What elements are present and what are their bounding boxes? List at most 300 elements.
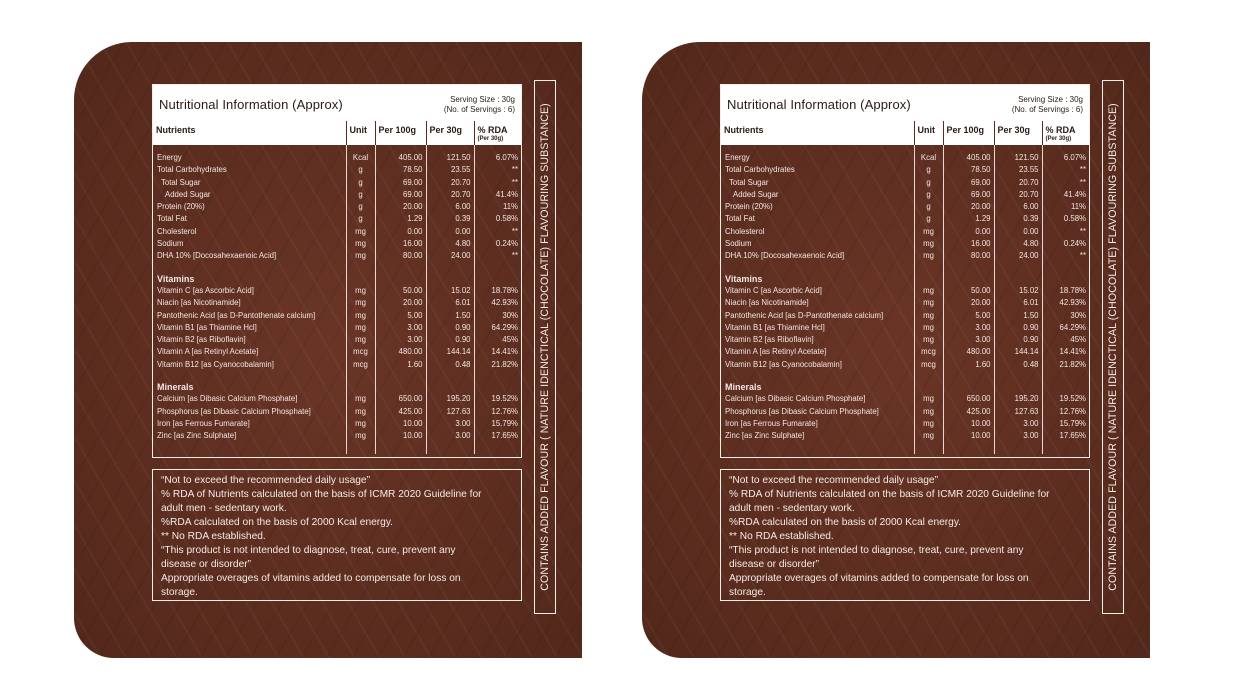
nutrient-unit: g	[914, 189, 943, 201]
empty-cell	[153, 263, 346, 273]
value-per-30g: 3.00	[994, 430, 1042, 454]
value-rda: **	[474, 164, 521, 176]
value-per-100g: 78.50	[943, 164, 994, 176]
serving-size: Serving Size : 30g	[450, 95, 515, 104]
value-rda: **	[474, 250, 521, 262]
value-per-30g: 23.55	[426, 164, 474, 176]
nutrient-unit: mg	[914, 226, 943, 238]
disclaimer-line: adult men - sedentary work.	[161, 503, 287, 514]
value-per-30g: 195.20	[426, 393, 474, 405]
value-rda: 11%	[474, 201, 521, 213]
table-row	[153, 406, 521, 418]
value-per-30g: 20.70	[994, 189, 1042, 201]
disclaimer-line: “This product is not intended to diagnose, treat, cure, prevent any	[729, 545, 1024, 556]
value-per-30g: 6.01	[426, 297, 474, 309]
nutrient-name: Vitamin C [as Ascorbic Acid]	[157, 285, 254, 295]
nutrient-name: Iron [as Ferrous Fumarate]	[157, 418, 250, 428]
header-rda	[1042, 121, 1089, 145]
value-rda: 64.29%	[474, 322, 521, 334]
nutrient-unit: mg	[914, 297, 943, 309]
disclaimer-line: storage.	[161, 587, 198, 598]
value-per-30g: 121.50	[994, 145, 1042, 164]
nutrient-name: Cholesterol	[725, 226, 765, 236]
table-row	[721, 201, 1089, 213]
header-rda-label: % RDA	[477, 125, 508, 135]
value-per-100g: 69.00	[943, 177, 994, 189]
value-rda: 18.78%	[1042, 285, 1089, 297]
disclaimer-line: % RDA of Nutrients calculated on the basis of ICMR 2020 Guideline for	[729, 489, 1050, 500]
value-per-100g: 480.00	[943, 346, 994, 358]
nutrient-name: Vitamin B12 [as Cyanocobalamin]	[725, 359, 842, 369]
header-rda-label: % RDA	[1045, 125, 1076, 135]
value-per-30g: 127.63	[994, 406, 1042, 418]
table-row	[153, 164, 521, 176]
nutrient-unit: mg	[914, 250, 943, 262]
empty-cell	[375, 263, 426, 273]
value-rda: 0.24%	[474, 238, 521, 250]
empty-cell	[914, 371, 943, 381]
value-per-100g: 3.00	[375, 322, 426, 334]
table-row	[721, 285, 1089, 297]
nutrient-unit: mg	[346, 226, 375, 238]
nutrient-name: Total Fat	[725, 214, 755, 224]
value-rda: **	[1042, 250, 1089, 262]
value-per-100g: 5.00	[375, 310, 426, 322]
nutrient-unit: g	[914, 201, 943, 213]
table-row	[721, 346, 1089, 358]
value-per-100g: 50.00	[375, 285, 426, 297]
header-rda-sub: (Per 30g)	[1045, 136, 1072, 143]
nutrient-unit: mg	[346, 285, 375, 297]
value-per-100g: 1.29	[943, 213, 994, 225]
nutrient-unit: mg	[914, 238, 943, 250]
nutrition-info-header	[153, 85, 521, 121]
nutrient-unit: mg	[346, 322, 375, 334]
empty-cell	[994, 371, 1042, 381]
empty-cell	[914, 381, 943, 393]
nutrition-label-panel-left	[74, 42, 582, 658]
value-per-100g: 10.00	[943, 418, 994, 430]
table-row	[721, 250, 1089, 262]
value-per-100g: 50.00	[943, 285, 994, 297]
value-per-30g: 0.39	[994, 213, 1042, 225]
value-per-100g: 5.00	[943, 310, 994, 322]
value-rda: 21.82%	[474, 359, 521, 371]
table-row	[721, 145, 1089, 164]
nutrient-unit: mg	[914, 310, 943, 322]
value-per-30g: 0.90	[994, 334, 1042, 346]
nutrient-unit: g	[346, 164, 375, 176]
empty-cell	[426, 371, 474, 381]
nutrient-unit: Kcal	[346, 145, 375, 164]
nutrient-name: Pantothenic Acid [as D-Pantothenate calcium]	[157, 310, 316, 320]
nutrient-unit: mg	[346, 297, 375, 309]
empty-cell	[346, 381, 375, 393]
table-row	[153, 346, 521, 358]
nutrient-name: Sodium	[157, 239, 184, 249]
disclaimer-line: %RDA calculated on the basis of 2000 Kcal energy.	[729, 517, 961, 528]
value-per-100g: 0.00	[943, 226, 994, 238]
nutrient-name: Niacin [as Nicotinamide]	[157, 298, 241, 308]
value-per-100g: 1.29	[375, 213, 426, 225]
table-row	[153, 322, 521, 334]
value-rda: 14.41%	[474, 346, 521, 358]
header-unit: Unit	[346, 121, 375, 145]
empty-cell	[426, 263, 474, 273]
empty-cell	[943, 263, 994, 273]
value-rda: **	[1042, 177, 1089, 189]
nutrition-info-header	[721, 85, 1089, 121]
empty-cell	[375, 273, 426, 285]
flavour-statement: CONTAINS ADDED FLAVOUR ( NATURE IDENCTICAL (CHOCOLATE) FLAVOURING SUBSTANCE)	[539, 103, 551, 591]
empty-cell	[346, 263, 375, 273]
value-per-30g: 6.00	[994, 201, 1042, 213]
value-rda: 14.41%	[1042, 346, 1089, 358]
servings-count: (No. of Servings : 6)	[1011, 105, 1083, 114]
value-per-30g: 24.00	[426, 250, 474, 262]
empty-cell	[1042, 263, 1089, 273]
value-per-30g: 0.90	[426, 334, 474, 346]
value-per-100g: 20.00	[375, 201, 426, 213]
disclaimer-notes	[720, 469, 1090, 601]
nutrient-name: Protein (20%)	[725, 202, 773, 212]
table-row	[721, 418, 1089, 430]
empty-cell	[994, 381, 1042, 393]
value-per-30g: 195.20	[994, 393, 1042, 405]
empty-cell	[346, 371, 375, 381]
value-per-100g: 10.00	[943, 430, 994, 454]
value-per-100g: 650.00	[375, 393, 426, 405]
nutrient-unit: mg	[346, 393, 375, 405]
empty-cell	[426, 381, 474, 393]
value-per-100g: 69.00	[375, 189, 426, 201]
serving-info	[1012, 95, 1083, 115]
nutrient-name: Cholesterol	[157, 226, 197, 236]
value-rda: **	[474, 177, 521, 189]
nutrient-name: Niacin [as Nicotinamide]	[725, 298, 809, 308]
value-per-30g: 4.80	[426, 238, 474, 250]
nutrient-name: Calcium [as Dibasic Calcium Phosphate]	[157, 394, 298, 404]
table-row	[721, 177, 1089, 189]
table-row	[721, 359, 1089, 371]
nutrient-unit: mg	[346, 334, 375, 346]
table-row	[153, 285, 521, 297]
flavour-statement-box	[534, 80, 556, 614]
empty-cell	[943, 371, 994, 381]
nutrient-name: DHA 10% [Docosahexaenoic Acid]	[725, 251, 845, 261]
value-rda: **	[1042, 226, 1089, 238]
table-row	[721, 406, 1089, 418]
value-per-30g: 144.14	[426, 346, 474, 358]
table-body	[721, 145, 1089, 454]
value-per-30g: 20.70	[994, 177, 1042, 189]
value-per-30g: 0.90	[994, 322, 1042, 334]
empty-cell	[474, 263, 521, 273]
empty-cell	[474, 273, 521, 285]
nutrient-name: Protein (20%)	[157, 202, 205, 212]
spacer-row	[153, 263, 521, 273]
value-per-100g: 16.00	[943, 238, 994, 250]
nutrient-name: Vitamin A [as Retinyl Acetate]	[157, 347, 259, 357]
nutrient-name: Total Carbohydrates	[157, 165, 227, 175]
value-per-30g: 127.63	[426, 406, 474, 418]
nutrient-name: Total Carbohydrates	[725, 165, 795, 175]
value-per-30g: 23.55	[994, 164, 1042, 176]
value-rda: 6.07%	[1042, 145, 1089, 164]
table-row	[721, 189, 1089, 201]
disclaimer-line: Appropriate overages of vitamins added to compensate for loss on	[729, 573, 1029, 584]
value-rda: 15.79%	[474, 418, 521, 430]
value-per-100g: 3.00	[943, 322, 994, 334]
nutrient-name: Vitamin C [as Ascorbic Acid]	[725, 285, 822, 295]
empty-cell	[994, 263, 1042, 273]
table-row	[153, 297, 521, 309]
nutrient-unit: g	[346, 189, 375, 201]
value-per-30g: 1.50	[426, 310, 474, 322]
section-heading: Vitamins	[157, 273, 195, 284]
empty-cell	[1042, 273, 1089, 285]
nutrient-name: Vitamin B1 [as Thiamine Hcl]	[725, 322, 825, 332]
nutrition-table	[153, 121, 521, 454]
value-rda: 41.4%	[474, 189, 521, 201]
flavour-statement: CONTAINS ADDED FLAVOUR ( NATURE IDENCTICAL (CHOCOLATE) FLAVOURING SUBSTANCE)	[1107, 103, 1119, 591]
nutrition-info-box	[152, 84, 522, 458]
header-per-100g: Per 100g	[943, 121, 994, 145]
disclaimer-line: disease or disorder”	[729, 559, 820, 570]
value-per-100g: 3.00	[375, 334, 426, 346]
table-row	[153, 310, 521, 322]
table-row	[721, 430, 1089, 454]
nutrient-unit: mg	[914, 285, 943, 297]
value-rda: 17.65%	[1042, 430, 1089, 454]
value-per-100g: 1.60	[943, 359, 994, 371]
value-per-30g: 3.00	[426, 430, 474, 454]
table-row	[153, 238, 521, 250]
nutrient-unit: g	[346, 213, 375, 225]
nutrient-unit: mg	[914, 406, 943, 418]
serving-size: Serving Size : 30g	[1018, 95, 1083, 104]
section-heading: Minerals	[157, 382, 194, 393]
value-rda: 11%	[1042, 201, 1089, 213]
nutrient-name: Vitamin B2 [as Riboflavin]	[157, 335, 246, 345]
disclaimer-line: Appropriate overages of vitamins added to compensate for loss on	[161, 573, 461, 584]
value-per-30g: 0.00	[994, 226, 1042, 238]
table-header-row	[153, 121, 521, 145]
nutrient-name: Vitamin B2 [as Riboflavin]	[725, 335, 814, 345]
nutrient-unit: mg	[914, 418, 943, 430]
nutrient-name: Calcium [as Dibasic Calcium Phosphate]	[725, 394, 866, 404]
value-per-30g: 24.00	[994, 250, 1042, 262]
flavour-statement-box	[1102, 80, 1124, 614]
nutrient-unit: mg	[346, 250, 375, 262]
nutrient-name: Vitamin B12 [as Cyanocobalamin]	[157, 359, 274, 369]
table-row	[153, 145, 521, 164]
section-heading-row	[153, 381, 521, 393]
nutrient-unit: mg	[346, 406, 375, 418]
value-rda: 45%	[1042, 334, 1089, 346]
value-per-100g: 80.00	[943, 250, 994, 262]
value-per-100g: 425.00	[943, 406, 994, 418]
value-rda: **	[1042, 164, 1089, 176]
serving-info	[444, 95, 515, 115]
servings-count: (No. of Servings : 6)	[443, 105, 515, 114]
value-per-100g: 80.00	[375, 250, 426, 262]
header-per-30g: Per 30g	[426, 121, 474, 145]
disclaimer-line: “Not to exceed the recommended daily usage”	[161, 475, 370, 486]
nutrient-name: Total Sugar	[729, 177, 769, 187]
header-per-30g: Per 30g	[994, 121, 1042, 145]
nutrient-name: Phosphorus [as Dibasic Calcium Phosphate]	[157, 406, 311, 416]
disclaimer-line: %RDA calculated on the basis of 2000 Kcal energy.	[161, 517, 393, 528]
nutrition-title: Nutritional Information (Approx)	[159, 97, 343, 112]
section-heading-row	[721, 381, 1089, 393]
nutrient-unit: mg	[346, 310, 375, 322]
value-per-100g: 16.00	[375, 238, 426, 250]
table-row	[721, 226, 1089, 238]
spacer-row	[153, 371, 521, 381]
spacer-row	[721, 371, 1089, 381]
table-row	[153, 177, 521, 189]
nutrient-name: Sodium	[725, 239, 752, 249]
header-nutrients: Nutrients	[153, 121, 346, 145]
value-per-100g: 650.00	[943, 393, 994, 405]
empty-cell	[474, 381, 521, 393]
value-per-100g: 405.00	[375, 145, 426, 164]
nutrient-name: Total Fat	[157, 214, 187, 224]
table-row	[721, 164, 1089, 176]
value-rda: 21.82%	[1042, 359, 1089, 371]
nutrient-unit: g	[914, 177, 943, 189]
nutrient-unit: mg	[346, 430, 375, 454]
value-rda: 42.93%	[1042, 297, 1089, 309]
value-rda: 17.65%	[474, 430, 521, 454]
value-per-100g: 20.00	[943, 297, 994, 309]
nutrient-unit: mg	[914, 334, 943, 346]
value-per-100g: 405.00	[943, 145, 994, 164]
value-per-100g: 69.00	[943, 189, 994, 201]
empty-cell	[153, 371, 346, 381]
value-rda: 0.24%	[1042, 238, 1089, 250]
value-per-30g: 6.01	[994, 297, 1042, 309]
empty-cell	[375, 371, 426, 381]
value-per-100g: 10.00	[375, 430, 426, 454]
table-row	[721, 310, 1089, 322]
nutrient-name: Vitamin B1 [as Thiamine Hcl]	[157, 322, 257, 332]
value-per-100g: 78.50	[375, 164, 426, 176]
nutrition-info-box	[720, 84, 1090, 458]
table-header-row	[721, 121, 1089, 145]
value-per-100g: 69.00	[375, 177, 426, 189]
value-per-30g: 20.70	[426, 189, 474, 201]
value-rda: 19.52%	[474, 393, 521, 405]
empty-cell	[943, 273, 994, 285]
table-row	[153, 226, 521, 238]
value-per-30g: 0.39	[426, 213, 474, 225]
header-rda-sub: (Per 30g)	[477, 136, 504, 143]
section-heading-row	[721, 273, 1089, 285]
value-rda: 18.78%	[474, 285, 521, 297]
nutrient-unit: mcg	[914, 359, 943, 371]
table-row	[153, 359, 521, 371]
empty-cell	[721, 263, 914, 273]
value-rda: 19.52%	[1042, 393, 1089, 405]
section-heading: Vitamins	[725, 273, 763, 284]
table-row	[153, 213, 521, 225]
value-per-30g: 0.00	[426, 226, 474, 238]
empty-cell	[943, 381, 994, 393]
nutrient-name: Zinc [as Zinc Sulphate]	[157, 431, 237, 441]
nutrient-unit: mcg	[346, 346, 375, 358]
nutrient-name: Added Sugar	[733, 189, 779, 199]
table-body	[153, 145, 521, 454]
disclaimer-line: “Not to exceed the recommended daily usage”	[729, 475, 938, 486]
table-row	[721, 334, 1089, 346]
value-rda: 41.4%	[1042, 189, 1089, 201]
value-rda: 30%	[474, 310, 521, 322]
empty-cell	[1042, 371, 1089, 381]
value-per-30g: 121.50	[426, 145, 474, 164]
nutrition-title: Nutritional Information (Approx)	[727, 97, 911, 112]
value-per-100g: 20.00	[943, 201, 994, 213]
nutrient-unit: g	[914, 164, 943, 176]
value-per-30g: 6.00	[426, 201, 474, 213]
value-rda: 64.29%	[1042, 322, 1089, 334]
nutrient-unit: mg	[346, 418, 375, 430]
value-rda: 6.07%	[474, 145, 521, 164]
value-rda: 12.76%	[1042, 406, 1089, 418]
header-rda	[474, 121, 521, 145]
nutrient-name: Vitamin A [as Retinyl Acetate]	[725, 347, 827, 357]
nutrition-label-panel-right	[642, 42, 1150, 658]
empty-cell	[914, 273, 943, 285]
table-row	[721, 322, 1089, 334]
empty-cell	[346, 273, 375, 285]
value-per-30g: 15.02	[994, 285, 1042, 297]
header-unit: Unit	[914, 121, 943, 145]
table-row	[153, 189, 521, 201]
empty-cell	[426, 273, 474, 285]
value-per-30g: 1.50	[994, 310, 1042, 322]
disclaimer-line: ** No RDA established.	[161, 531, 266, 542]
nutrient-name: Phosphorus [as Dibasic Calcium Phosphate]	[725, 406, 879, 416]
value-per-100g: 3.00	[943, 334, 994, 346]
empty-cell	[474, 371, 521, 381]
value-per-30g: 0.48	[994, 359, 1042, 371]
disclaimer-line: % RDA of Nutrients calculated on the basis of ICMR 2020 Guideline for	[161, 489, 482, 500]
empty-cell	[721, 371, 914, 381]
value-rda: 12.76%	[474, 406, 521, 418]
empty-cell	[1042, 381, 1089, 393]
value-per-100g: 1.60	[375, 359, 426, 371]
value-per-30g: 0.90	[426, 322, 474, 334]
disclaimer-line: storage.	[729, 587, 766, 598]
disclaimer-notes	[152, 469, 522, 601]
value-per-30g: 144.14	[994, 346, 1042, 358]
value-per-100g: 425.00	[375, 406, 426, 418]
disclaimer-line: ** No RDA established.	[729, 531, 834, 542]
table-row	[153, 250, 521, 262]
nutrient-name: Added Sugar	[165, 189, 211, 199]
section-heading-row	[153, 273, 521, 285]
nutrient-unit: g	[914, 213, 943, 225]
section-heading: Minerals	[725, 382, 762, 393]
nutrient-unit: Kcal	[914, 145, 943, 164]
disclaimer-line: disease or disorder”	[161, 559, 252, 570]
spacer-row	[721, 263, 1089, 273]
nutrient-name: DHA 10% [Docosahexaenoic Acid]	[157, 251, 277, 261]
value-per-100g: 20.00	[375, 297, 426, 309]
value-rda: 42.93%	[474, 297, 521, 309]
